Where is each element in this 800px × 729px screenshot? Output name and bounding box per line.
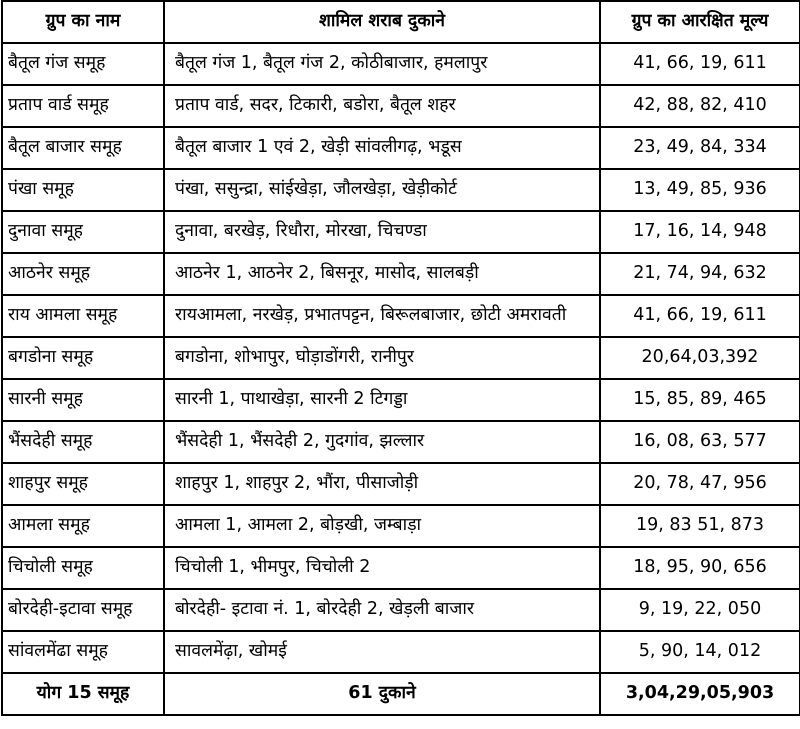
header-shops: शामिल शराब दुकाने (164, 1, 600, 43)
reserve-price-cell: 15, 85, 89, 465 (600, 379, 800, 421)
shops-cell: सारनी 1, पाथाखेड़ा, सारनी 2 टिगड्डा (164, 379, 600, 421)
reserve-price-cell: 5, 90, 14, 012 (600, 631, 800, 673)
shops-cell: दुनावा, बरखेड़, रिधौरा, मोरखा, चिचण्डा (164, 211, 600, 253)
reserve-price-cell: 18, 95, 90, 656 (600, 547, 800, 589)
group-name-cell: बैतूल बाजार समूह (2, 127, 164, 169)
total-shops-cell: 61 दुकाने (164, 673, 600, 715)
reserve-price-cell: 16, 08, 63, 577 (600, 421, 800, 463)
total-row (2, 673, 800, 715)
reserve-price-cell: 41, 66, 19, 611 (600, 43, 800, 85)
reserve-price-cell: 20, 78, 47, 956 (600, 463, 800, 505)
table-row (2, 547, 800, 589)
total-price-cell: 3,04,29,05,903 (600, 673, 800, 715)
group-name-cell: सारनी समूह (2, 379, 164, 421)
shops-cell: भैंसदेही 1, भैंसदेही 2, गुदगांव, झल्लार (164, 421, 600, 463)
shops-cell: प्रताप वार्ड, सदर, टिकारी, बडोरा, बैतूल शहर (164, 85, 600, 127)
total-groups-cell: योग 15 समूह (2, 673, 164, 715)
group-name-cell: आठनेर समूह (2, 253, 164, 295)
header-group-name: ग्रुप का नाम (2, 1, 164, 43)
table-row (2, 505, 800, 547)
table-row (2, 253, 800, 295)
table-row (2, 169, 800, 211)
group-name-cell: पंखा समूह (2, 169, 164, 211)
shops-cell: बैतूल बाजार 1 एवं 2, खेड़ी सांवलीगढ़, भडूस (164, 127, 600, 169)
group-name-cell: बोरदेही-इटावा समूह (2, 589, 164, 631)
group-name-cell: शाहपुर समूह (2, 463, 164, 505)
reserve-price-cell: 42, 88, 82, 410 (600, 85, 800, 127)
reserve-price-cell: 20,64,03,392 (600, 337, 800, 379)
table-row (2, 379, 800, 421)
shops-cell: आमला 1, आमला 2, बोड़खी, जम्बाड़ा (164, 505, 600, 547)
shops-cell: रायआमला, नरखेड़, प्रभातपट्टन, बिरूलबाजार, छोटी अमरावती (164, 295, 600, 337)
reserve-price-cell: 41, 66, 19, 611 (600, 295, 800, 337)
shops-cell: सावलमेंढ़ा, खोमई (164, 631, 600, 673)
header-reserve-price: ग्रुप का आरक्षित मूल्य (600, 1, 800, 43)
reserve-price-cell: 9, 19, 22, 050 (600, 589, 800, 631)
table-row (2, 589, 800, 631)
shops-cell: बोरदेही- इटावा नं. 1, बोरदेही 2, खेड़ली बाजार (164, 589, 600, 631)
group-name-cell: दुनावा समूह (2, 211, 164, 253)
shops-cell: शाहपुर 1, शाहपुर 2, भौंरा, पीसाजोड़ी (164, 463, 600, 505)
table-row (2, 85, 800, 127)
group-name-cell: सांवलमेंढा समूह (2, 631, 164, 673)
table-row (2, 631, 800, 673)
shops-cell: आठनेर 1, आठनेर 2, बिसनूर, मासोद, सालबड़ी (164, 253, 600, 295)
reserve-price-cell: 17, 16, 14, 948 (600, 211, 800, 253)
table-row (2, 295, 800, 337)
table-row (2, 211, 800, 253)
reserve-price-cell: 21, 74, 94, 632 (600, 253, 800, 295)
liquor-shop-groups-table (1, 0, 800, 716)
table-row (2, 337, 800, 379)
group-name-cell: राय आमला समूह (2, 295, 164, 337)
table-row (2, 421, 800, 463)
shops-cell: चिचोली 1, भीमपुर, चिचोली 2 (164, 547, 600, 589)
header-row (2, 1, 800, 43)
group-name-cell: भैंसदेही समूह (2, 421, 164, 463)
reserve-price-cell: 13, 49, 85, 936 (600, 169, 800, 211)
group-name-cell: प्रताप वार्ड समूह (2, 85, 164, 127)
shops-cell: पंखा, ससुन्द्रा, सांईखेड़ा, जौलखेड़ा, खेड़ीकोर्ट (164, 169, 600, 211)
group-name-cell: आमला समूह (2, 505, 164, 547)
shops-cell: बगडोना, शोभापुर, घोड़ाडोंगरी, रानीपुर (164, 337, 600, 379)
table-row (2, 127, 800, 169)
group-name-cell: चिचोली समूह (2, 547, 164, 589)
table-row (2, 463, 800, 505)
group-name-cell: बगडोना समूह (2, 337, 164, 379)
table-row (2, 43, 800, 85)
group-name-cell: बैतूल गंज समूह (2, 43, 164, 85)
reserve-price-cell: 19, 83 51, 873 (600, 505, 800, 547)
shops-cell: बैतूल गंज 1, बैतूल गंज 2, कोठीबाजार, हमलापुर (164, 43, 600, 85)
reserve-price-cell: 23, 49, 84, 334 (600, 127, 800, 169)
